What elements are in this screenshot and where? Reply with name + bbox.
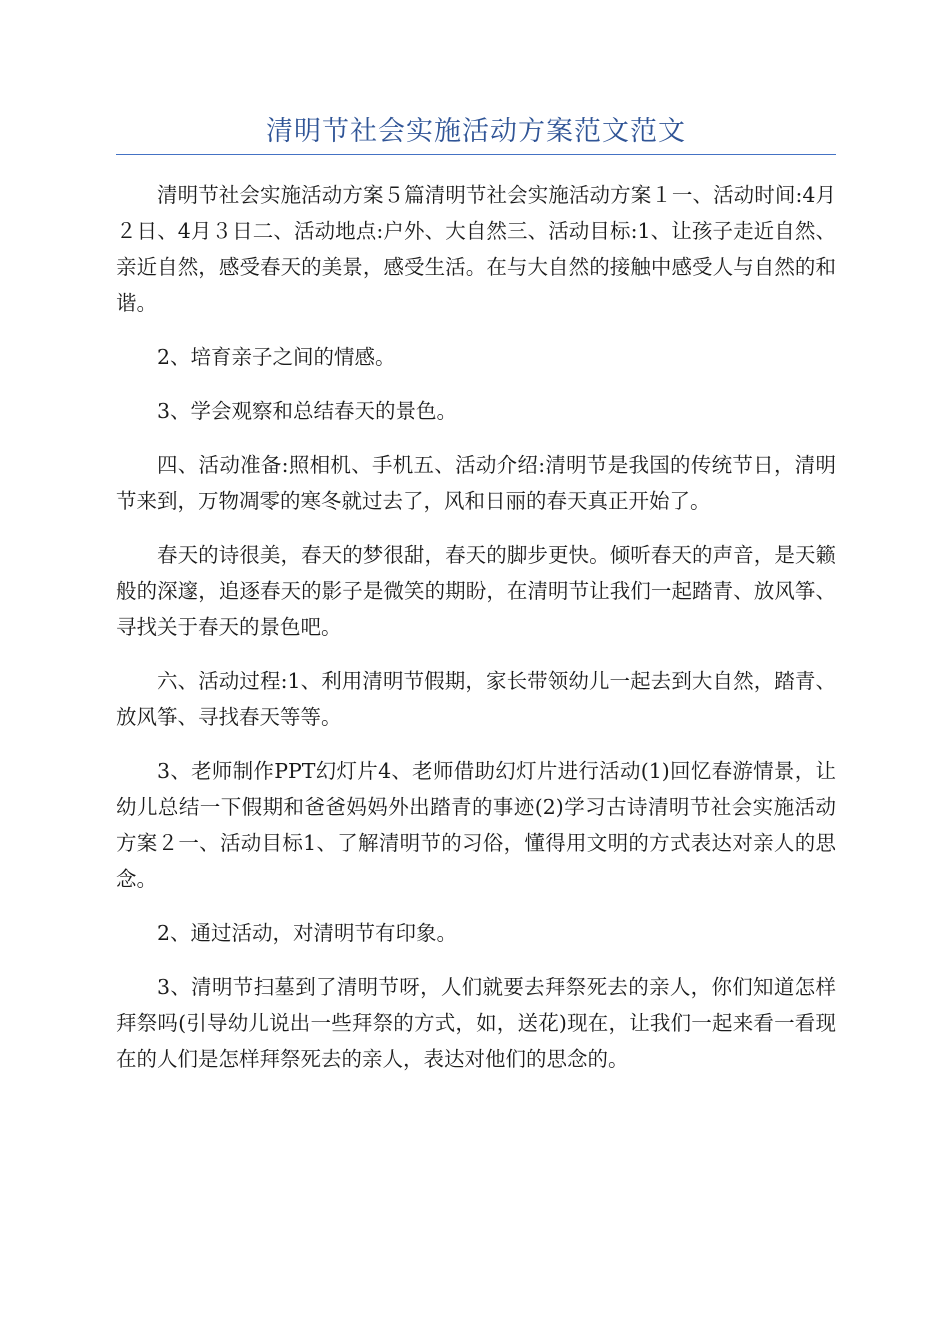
paragraph: 清明节社会实施活动方案５篇清明节社会实施活动方案１一、活动时间:4月２日、4月３日二、活动地点:户外、大自然三、活动目标:1、让孩子走近自然、亲近自然，感受春天的美景，感受生活。在与大自然的接触中感受人与自然的和谐。 [116, 183, 836, 315]
paragraph: 3、清明节扫墓到了清明节呀，人们就要去拜祭死去的亲人，你们知道怎样拜祭吗(引导幼儿说出一些拜祭的方式，如，送花)现在，让我们一起来看一看现在的人们是怎样拜祭死去的亲人，表达对他们的思念的。 [116, 975, 836, 1071]
paragraph: 2、培育亲子之间的情感。 [157, 345, 396, 369]
title-underline [116, 154, 836, 155]
paragraph: 春天的诗很美，春天的梦很甜，春天的脚步更快。倾听春天的声音，是天籁般的深邃，追逐春天的影子是微笑的期盼，在清明节让我们一起踏青、放风筝、寻找关于春天的景色吧。 [116, 543, 836, 639]
paragraph: 四、活动准备:照相机、手机五、活动介绍:清明节是我国的传统节日，清明节来到，万物凋零的寒冬就过去了，风和日丽的春天真正开始了。 [116, 453, 836, 513]
paragraph: 2、通过活动，对清明节有印象。 [157, 921, 458, 945]
paragraph: 六、活动过程:1、利用清明节假期，家长带领幼儿一起去到大自然，踏青、放风筝、寻找春天等等。 [116, 669, 836, 729]
document-title: 清明节社会实施活动方案范文范文 [266, 116, 686, 147]
paragraph: 3、学会观察和总结春天的景色。 [157, 399, 458, 423]
document-page [116, 0, 836, 1095]
paragraph: 3、老师制作PPT幻灯片4、老师借助幻灯片进行活动(1)回忆春游情景，让幼儿总结一下假期和爸爸妈妈外出踏青的事迹(2)学习古诗清明节社会实施活动方案２一、活动目标1、了解清明节的习俗，懂得用文明的方式表达对亲人的思念。 [116, 759, 836, 891]
document-body [116, 177, 836, 1077]
